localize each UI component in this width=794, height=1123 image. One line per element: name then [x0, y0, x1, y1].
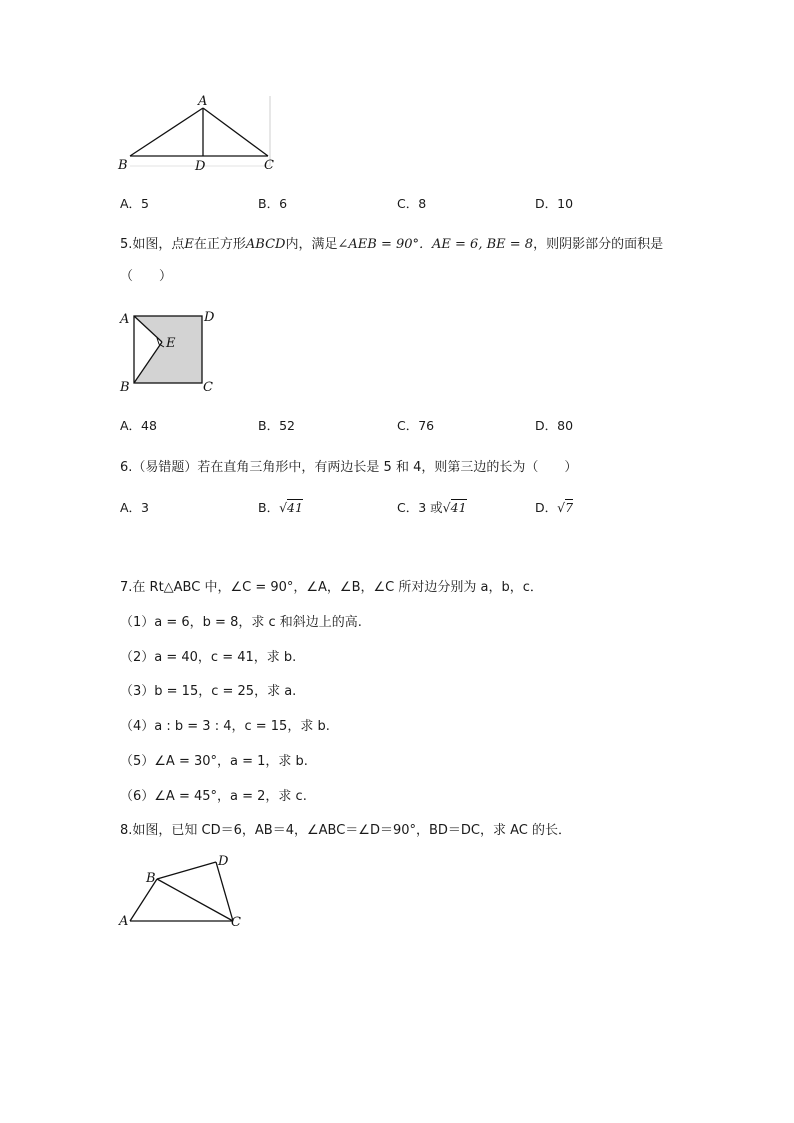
label-e: E	[166, 336, 176, 351]
label-a: A	[120, 312, 130, 327]
q4-option-a: A．5	[120, 196, 150, 211]
label-a: A	[119, 914, 129, 929]
q4-triangle-figure	[110, 88, 280, 176]
q6-option-c	[397, 498, 467, 516]
label-c: C	[264, 158, 274, 173]
q4-option-b: B．6	[258, 196, 288, 211]
segment-bc	[157, 879, 233, 921]
q7-part-5: （5）∠A = 30°，a = 1，求 b.	[120, 754, 308, 769]
q6-option-d	[535, 498, 573, 516]
q5-stem	[120, 233, 663, 252]
q6-option-c-prefix: C．3 或	[397, 500, 443, 515]
q6-option-b	[258, 498, 303, 516]
q6-stem: 6.（易错题）若在直角三角形中，有两边长是 5 和 4，则第三边的长为（ ）	[120, 460, 578, 475]
label-d: D	[204, 310, 215, 325]
label-c: C	[203, 380, 213, 395]
q7-part-1: （1）a = 6，b = 8，求 c 和斜边上的高.	[120, 615, 362, 630]
q5-stem-point-e: E	[184, 237, 194, 252]
q5-stem-text-d: ，则阴影部分的面积是	[533, 237, 664, 252]
q5-answer-bracket: （ ）	[120, 269, 173, 284]
q5-option-c: C．76	[397, 418, 435, 433]
q6-option-b-prefix: B．	[258, 500, 280, 515]
q8-quadrilateral-figure	[112, 850, 247, 932]
q7-stem: 7.在 Rt△ABC 中，∠C = 90°，∠A，∠B，∠C 所对边分别为 a，b，c．	[120, 580, 543, 595]
label-b: B	[120, 380, 130, 395]
q5-option-d: D．80	[535, 418, 574, 433]
q5-option-b: B．52	[258, 418, 295, 433]
segment-dc	[216, 862, 233, 921]
label-a: A	[198, 94, 208, 109]
label-b: B	[118, 158, 128, 173]
sqrt-symbol: √	[442, 500, 451, 515]
q7-part-6: （6）∠A = 45°，a = 2，求 c.	[120, 789, 307, 804]
q5-stem-condition: ∠AEB = 90°．AE = 6, BE = 8	[337, 237, 534, 252]
q7-part-2: （2）a = 40，c = 41，求 b.	[120, 650, 297, 665]
q4-option-d: D．10	[535, 196, 574, 211]
q7-part-3: （3）b = 15，c = 25，求 a.	[120, 684, 297, 699]
q5-square-figure	[115, 306, 225, 398]
radicand: 7	[565, 500, 574, 515]
side-ab	[130, 108, 203, 156]
label-c: C	[231, 915, 241, 930]
label-b: B	[146, 871, 156, 886]
sqrt-symbol: √	[279, 500, 288, 515]
q5-stem-text-c: 内，满足	[285, 237, 338, 252]
q5-option-a: A．48	[120, 418, 157, 433]
q5-stem-square: ABCD	[245, 237, 286, 252]
q6-option-d-prefix: D．	[535, 500, 558, 515]
segment-bd	[157, 862, 216, 879]
q5-stem-text-b: 在正方形	[193, 237, 246, 252]
label-d: D	[218, 854, 229, 869]
radicand: 41	[287, 500, 303, 515]
q5-stem-text-a: 5.如图，点	[120, 237, 185, 252]
sqrt-symbol: √	[557, 500, 566, 515]
radicand: 41	[450, 500, 467, 515]
side-ac	[203, 108, 268, 156]
q4-option-c: C．8	[397, 196, 427, 211]
label-d: D	[195, 159, 206, 174]
q7-part-4: （4）a : b = 3 : 4，c = 15，求 b.	[120, 719, 330, 734]
q8-stem: 8.如图，已知 CD＝6，AB＝4，∠ABC＝∠D＝90°，BD＝DC，求 AC 的长．	[120, 823, 572, 838]
q6-option-a: A．3	[120, 500, 150, 515]
